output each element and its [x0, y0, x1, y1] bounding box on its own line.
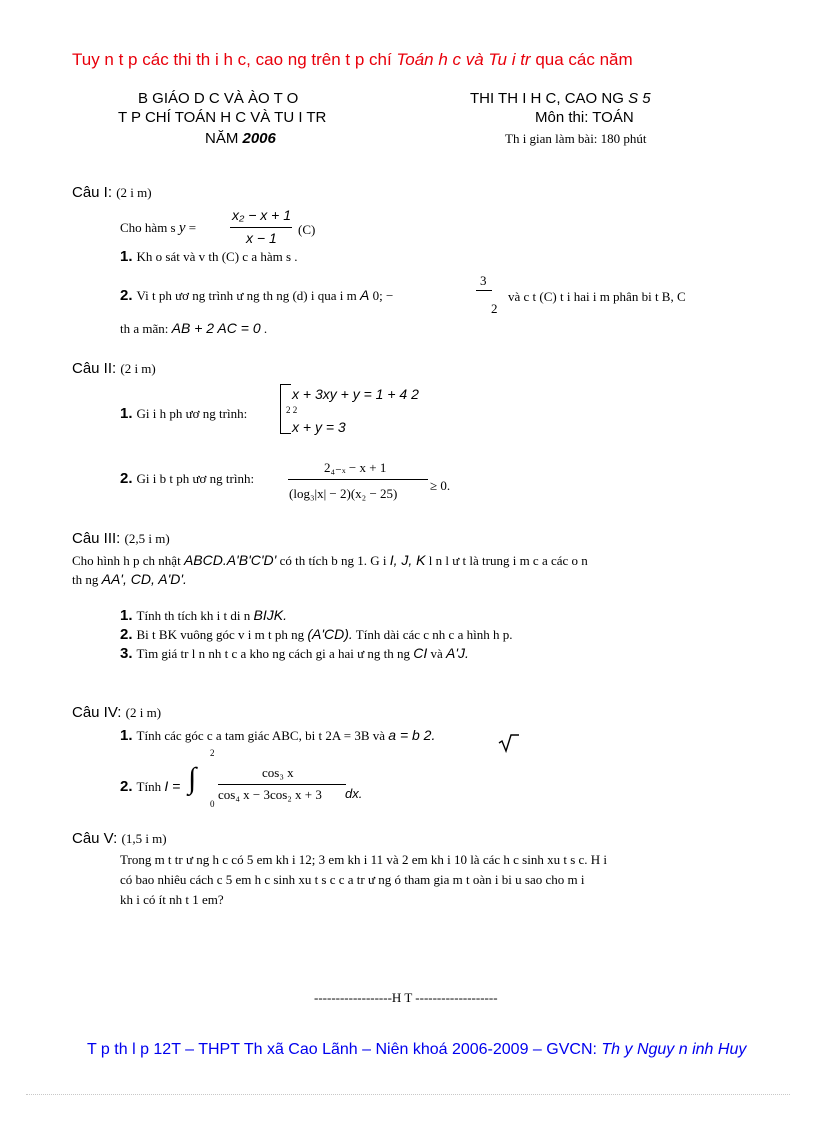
q2-title — [72, 360, 156, 377]
q4-item1-number: 1. — [120, 727, 133, 744]
q1-points: (2 i m) — [116, 185, 152, 200]
q1-func-eq: = — [185, 220, 197, 235]
q4-points: (2 i m) — [125, 705, 162, 720]
q2-item2 — [120, 470, 254, 488]
q3-item2-math: (A'CD). — [307, 626, 353, 642]
q2-ineq-relation: ≥ 0. — [430, 478, 451, 493]
q1-item2-frac-bar — [476, 290, 492, 291]
q5-line3: kh i có ít nh t 1 em? — [120, 892, 224, 907]
q4-item1 — [120, 727, 435, 745]
q3-title-label: Câu III: — [72, 530, 121, 547]
q1-item1 — [120, 248, 298, 266]
q1-item2-frac-num: 3 — [480, 273, 487, 288]
footer-text: T p th l p 12T – THPT Th xã Cao Lãnh – Niên khoá 2006-2009 – GVCN: — [87, 1041, 602, 1058]
q2-item1 — [120, 405, 247, 423]
footer-teacher: Th y Nguy n inh Huy — [601, 1041, 747, 1058]
q2-points: (2 i m) — [120, 361, 156, 376]
bottom-dotted-divider — [26, 1094, 790, 1095]
top-banner-tail: qua các năm — [530, 50, 633, 69]
header-year-label: NĂM — [205, 130, 243, 147]
q1-func-tag: (C) — [298, 222, 316, 237]
header-duration: Th i gian làm bài: 180 phút — [505, 131, 647, 146]
q3-item3-math1: CI — [413, 645, 428, 661]
q4-item2-text: Tính — [136, 779, 165, 794]
q1-item2-point: A — [360, 287, 370, 303]
header-subject: Môn thi: TOÁN — [535, 109, 634, 126]
q3-item3 — [120, 645, 469, 663]
q1-item2-equation: AB + 2 AC = 0 — [171, 320, 261, 336]
q2-system-exponents: 2 2 — [286, 405, 298, 415]
q3-item3-text: Tìm giá tr l n nh t c a kho ng cách gi a hai ư ng th ng — [136, 646, 414, 661]
q3-intro-segments: AA', CD, A'D'. — [101, 571, 187, 587]
q3-title — [72, 530, 170, 547]
q3-item3-number: 3. — [120, 645, 133, 662]
q5-line2: có bao nhiêu cách c 5 em h c sinh xu t s c c a tr ư ng ó tham gia m t oàn i bi u sao cho m i — [120, 872, 585, 887]
q3-item1-number: 1. — [120, 607, 133, 624]
q1-item2-condition: th a mãn: — [120, 321, 172, 336]
header-year — [205, 130, 276, 147]
q1-item2 — [120, 287, 393, 305]
q4-integral-sign: ∫ — [188, 762, 197, 795]
q4-integrand-denominator: cos₄ x − 3cos₂ x + 3 — [218, 787, 322, 802]
header-exam-name: THI TH I H C, CAO NG — [470, 90, 629, 107]
q3-intro-a: Cho hình h p ch nhật — [72, 553, 184, 568]
q1-item1-number: 1. — [120, 248, 133, 265]
end-marker: ------------------H T ------------------- — [314, 990, 498, 1005]
q1-item2-coords: 0; − — [369, 288, 394, 303]
q3-intro-box: ABCD.A'B'C'D' — [183, 552, 277, 568]
q4-integral-upper: 2 — [210, 748, 215, 758]
top-banner — [72, 50, 633, 70]
header-exam-number: S 5 — [628, 90, 651, 107]
q4-item2-number: 2. — [120, 778, 133, 795]
q1-item2-period: . — [260, 321, 268, 336]
q1-item1-text: Kh o sát và v th (C) c a hàm s . — [136, 249, 298, 264]
q5-line1: Trong m t tr ư ng h c có 5 em kh i 12; 3 em kh i 11 và 2 em kh i 10 là các h c sinh xu t s c. H i — [120, 852, 608, 867]
q1-item2-text-tail: và c t (C) t i hai i m phân bi t B, C — [508, 289, 686, 304]
header-journal: T P CHÍ TOÁN H C VÀ TU I TR — [118, 109, 327, 126]
q5-points: (1,5 i m) — [121, 831, 167, 846]
q1-func-y: y — [178, 220, 186, 236]
header-exam-title — [470, 90, 651, 107]
q4-integral-lower: 0 — [210, 799, 215, 809]
q1-fraction-bar — [230, 227, 292, 228]
q4-integrand-bar — [218, 784, 346, 785]
q2-system-line1: x + 3xy + y = 1 + 4 2 — [292, 386, 419, 402]
q2-system-line2: x + y = 3 — [292, 419, 346, 435]
q3-intro-line2-text: th ng — [72, 572, 102, 587]
q3-item2-number: 2. — [120, 626, 133, 643]
header-ministry: B GIÁO D C VÀ ÀO T O — [138, 90, 299, 107]
q1-item2-frac-den: 2 — [491, 301, 498, 316]
q4-item1-text: Tính các góc c a tam giác ABC, bi t 2A = 3B và — [136, 728, 389, 743]
q3-item2 — [120, 626, 512, 644]
q3-intro-c: l n l ư t là trung i m c a các o n — [425, 553, 588, 568]
q2-item1-number: 1. — [120, 405, 133, 422]
q2-item2-number: 2. — [120, 470, 133, 487]
top-banner-journal: Toán h c và Tu i tr — [396, 50, 531, 69]
q3-item3-math2: A'J. — [446, 645, 469, 661]
q1-item2-line2 — [120, 320, 267, 338]
q1-function-intro — [120, 220, 196, 237]
q3-item1 — [120, 607, 287, 625]
q4-integrand-dx: dx. — [345, 786, 363, 801]
q4-sqrt-sign — [498, 733, 520, 753]
q3-item2-tail: Tính dài các c nh c a hình h p. — [352, 627, 513, 642]
q5-title-label: Câu V: — [72, 830, 118, 847]
q4-item2 — [120, 778, 180, 796]
q2-ineq-numerator: 2₄₋ₓ − x + 1 — [324, 460, 387, 475]
q2-title-label: Câu II: — [72, 360, 117, 377]
q5-title — [72, 830, 167, 847]
q2-ineq-bar — [288, 479, 428, 480]
q4-item2-I: I = — [164, 778, 181, 794]
q3-item1-text: Tính th tích kh i t di n — [136, 608, 254, 623]
q4-item1-math: a = b 2. — [388, 727, 436, 743]
q1-title-label: Câu I: — [72, 184, 113, 201]
q3-item1-math: BIJK. — [253, 607, 287, 623]
q3-intro — [72, 552, 588, 569]
q3-item3-and: và — [427, 646, 447, 661]
q3-intro-line2 — [72, 571, 187, 588]
q3-intro-ijk: I, J, K — [389, 552, 426, 568]
q3-item2-text: Bi t BK vuông góc v i m t ph ng — [136, 627, 308, 642]
q1-item2-text: Vi t ph ươ ng trình ư ng th ng (d) i qua i m — [136, 288, 360, 303]
q3-points: (2,5 i m) — [124, 531, 170, 546]
q4-integrand-numerator: cos₃ x — [262, 765, 294, 780]
top-banner-text: Tuy n t p các thi th i h c, cao ng trên t p chí — [72, 50, 397, 69]
q1-func-denominator: x − 1 — [246, 230, 277, 246]
q1-func-numerator: x₂ − x + 1 — [232, 207, 292, 223]
header-year-value: 2006 — [242, 130, 276, 147]
q1-func-prefix: Cho hàm s — [120, 220, 179, 235]
q4-title-label: Câu IV: — [72, 704, 122, 721]
q1-item2-number: 2. — [120, 287, 133, 304]
q2-ineq-denominator: (log₃|x| − 2)(x₂ − 25) — [289, 486, 398, 501]
q3-intro-b: có th tích b ng 1. G i — [276, 553, 390, 568]
q2-item1-text: Gi i h ph ươ ng trình: — [136, 406, 248, 421]
footer — [87, 1041, 746, 1059]
q1-title — [72, 184, 152, 201]
q4-title — [72, 704, 161, 721]
q2-item2-text: Gi i b t ph ươ ng trình: — [136, 471, 255, 486]
